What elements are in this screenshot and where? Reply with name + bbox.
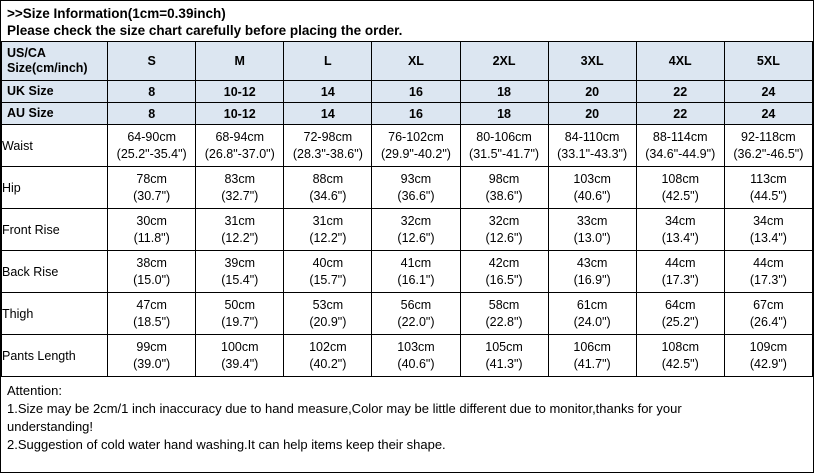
table-row bbox=[2, 335, 813, 377]
table-cell: 47cm (18.5") bbox=[108, 293, 196, 335]
table-cell: 31cm (12.2") bbox=[196, 209, 284, 251]
size-header-3xl: 3XL bbox=[548, 42, 636, 81]
table-row-uk-size bbox=[2, 81, 813, 103]
table-row bbox=[2, 125, 813, 167]
uk-size-l: 14 bbox=[284, 81, 372, 103]
table-cell: 83cm (32.7") bbox=[196, 167, 284, 209]
table-cell: 68-94cm (26.8"-37.0") bbox=[196, 125, 284, 167]
measure-label-hip: Hip bbox=[2, 167, 108, 209]
au-size-3xl: 20 bbox=[548, 103, 636, 125]
measure-label-thigh: Thigh bbox=[2, 293, 108, 335]
table-cell: 88-114cm (34.6"-44.9") bbox=[636, 125, 724, 167]
attention-note-2: 2.Suggestion of cold water hand washing.It can help items keep their shape. bbox=[7, 437, 446, 452]
size-header-4xl: 4XL bbox=[636, 42, 724, 81]
table-cell: 103cm (40.6") bbox=[372, 335, 460, 377]
table-cell: 78cm (30.7") bbox=[108, 167, 196, 209]
table-cell: 109cm (42.9") bbox=[724, 335, 812, 377]
table-cell: 93cm (36.6") bbox=[372, 167, 460, 209]
table-row-au-size bbox=[2, 103, 813, 125]
size-chart-notice: Please check the size chart carefully before placing the order. bbox=[7, 23, 403, 38]
table-cell: 32cm (12.6") bbox=[460, 209, 548, 251]
table-cell: 102cm (40.2") bbox=[284, 335, 372, 377]
table-cell: 34cm (13.4") bbox=[724, 209, 812, 251]
corner-line-2: Size(cm/inch) bbox=[7, 61, 88, 75]
attention-note-1: 1.Size may be 2cm/1 inch inaccuracy due to hand measure,Color may be little different due to monitor,thanks for your bbox=[7, 401, 682, 416]
au-size-5xl: 24 bbox=[724, 103, 812, 125]
au-size-s: 8 bbox=[108, 103, 196, 125]
table-cell: 100cm (39.4") bbox=[196, 335, 284, 377]
au-size-m: 10-12 bbox=[196, 103, 284, 125]
size-chart-table bbox=[1, 41, 813, 377]
uk-size-s: 8 bbox=[108, 81, 196, 103]
table-cell: 64-90cm (25.2"-35.4") bbox=[108, 125, 196, 167]
uk-size-2xl: 18 bbox=[460, 81, 548, 103]
table-cell: 50cm (19.7") bbox=[196, 293, 284, 335]
uk-size-4xl: 22 bbox=[636, 81, 724, 103]
table-cell: 41cm (16.1") bbox=[372, 251, 460, 293]
table-cell: 58cm (22.8") bbox=[460, 293, 548, 335]
measure-label-back-rise: Back Rise bbox=[2, 251, 108, 293]
table-cell: 53cm (20.9") bbox=[284, 293, 372, 335]
table-cell: 44cm (17.3") bbox=[636, 251, 724, 293]
table-row bbox=[2, 167, 813, 209]
table-cell: 80-106cm (31.5"-41.7") bbox=[460, 125, 548, 167]
au-size-4xl: 22 bbox=[636, 103, 724, 125]
size-header-s: S bbox=[108, 42, 196, 81]
au-size-xl: 16 bbox=[372, 103, 460, 125]
table-row bbox=[2, 251, 813, 293]
measure-label-pants-length: Pants Length bbox=[2, 335, 108, 377]
table-cell: 108cm (42.5") bbox=[636, 167, 724, 209]
uk-size-m: 10-12 bbox=[196, 81, 284, 103]
table-cell: 76-102cm (29.9"-40.2") bbox=[372, 125, 460, 167]
table-cell: 92-118cm (36.2"-46.5") bbox=[724, 125, 812, 167]
au-size-2xl: 18 bbox=[460, 103, 548, 125]
table-cell: 31cm (12.2") bbox=[284, 209, 372, 251]
table-row bbox=[2, 293, 813, 335]
corner-line-1: US/CA bbox=[7, 46, 46, 60]
attention-note-1-cont: understanding! bbox=[7, 419, 94, 434]
table-cell: 43cm (16.9") bbox=[548, 251, 636, 293]
table-cell: 88cm (34.6") bbox=[284, 167, 372, 209]
header-block bbox=[1, 1, 813, 41]
table-corner-header bbox=[2, 42, 108, 81]
size-information-title: >>Size Information(1cm=0.39inch) bbox=[7, 6, 226, 21]
au-size-l: 14 bbox=[284, 103, 372, 125]
attention-block bbox=[1, 377, 813, 472]
table-cell: 67cm (26.4") bbox=[724, 293, 812, 335]
measure-label-front-rise: Front Rise bbox=[2, 209, 108, 251]
uk-size-xl: 16 bbox=[372, 81, 460, 103]
size-header-5xl: 5XL bbox=[724, 42, 812, 81]
table-cell: 72-98cm (28.3"-38.6") bbox=[284, 125, 372, 167]
table-cell: 42cm (16.5") bbox=[460, 251, 548, 293]
table-cell: 44cm (17.3") bbox=[724, 251, 812, 293]
table-cell: 30cm (11.8") bbox=[108, 209, 196, 251]
size-header-2xl: 2XL bbox=[460, 42, 548, 81]
table-cell: 64cm (25.2") bbox=[636, 293, 724, 335]
table-cell: 113cm (44.5") bbox=[724, 167, 812, 209]
uk-size-5xl: 24 bbox=[724, 81, 812, 103]
table-cell: 38cm (15.0") bbox=[108, 251, 196, 293]
uk-size-label: UK Size bbox=[2, 81, 108, 103]
table-cell: 103cm (40.6") bbox=[548, 167, 636, 209]
table-cell: 32cm (12.6") bbox=[372, 209, 460, 251]
uk-size-3xl: 20 bbox=[548, 81, 636, 103]
table-cell: 34cm (13.4") bbox=[636, 209, 724, 251]
au-size-label: AU Size bbox=[2, 103, 108, 125]
measure-label-waist: Waist bbox=[2, 125, 108, 167]
size-header-xl: XL bbox=[372, 42, 460, 81]
table-cell: 33cm (13.0") bbox=[548, 209, 636, 251]
table-cell: 61cm (24.0") bbox=[548, 293, 636, 335]
size-header-m: M bbox=[196, 42, 284, 81]
table-row-sizes bbox=[2, 42, 813, 81]
table-cell: 39cm (15.4") bbox=[196, 251, 284, 293]
table-cell: 99cm (39.0") bbox=[108, 335, 196, 377]
table-cell: 105cm (41.3") bbox=[460, 335, 548, 377]
table-cell: 84-110cm (33.1"-43.3") bbox=[548, 125, 636, 167]
attention-heading: Attention: bbox=[7, 383, 62, 398]
table-cell: 56cm (22.0") bbox=[372, 293, 460, 335]
table-cell: 98cm (38.6") bbox=[460, 167, 548, 209]
table-row bbox=[2, 209, 813, 251]
table-cell: 40cm (15.7") bbox=[284, 251, 372, 293]
table-cell: 108cm (42.5") bbox=[636, 335, 724, 377]
table-cell: 106cm (41.7") bbox=[548, 335, 636, 377]
size-header-l: L bbox=[284, 42, 372, 81]
